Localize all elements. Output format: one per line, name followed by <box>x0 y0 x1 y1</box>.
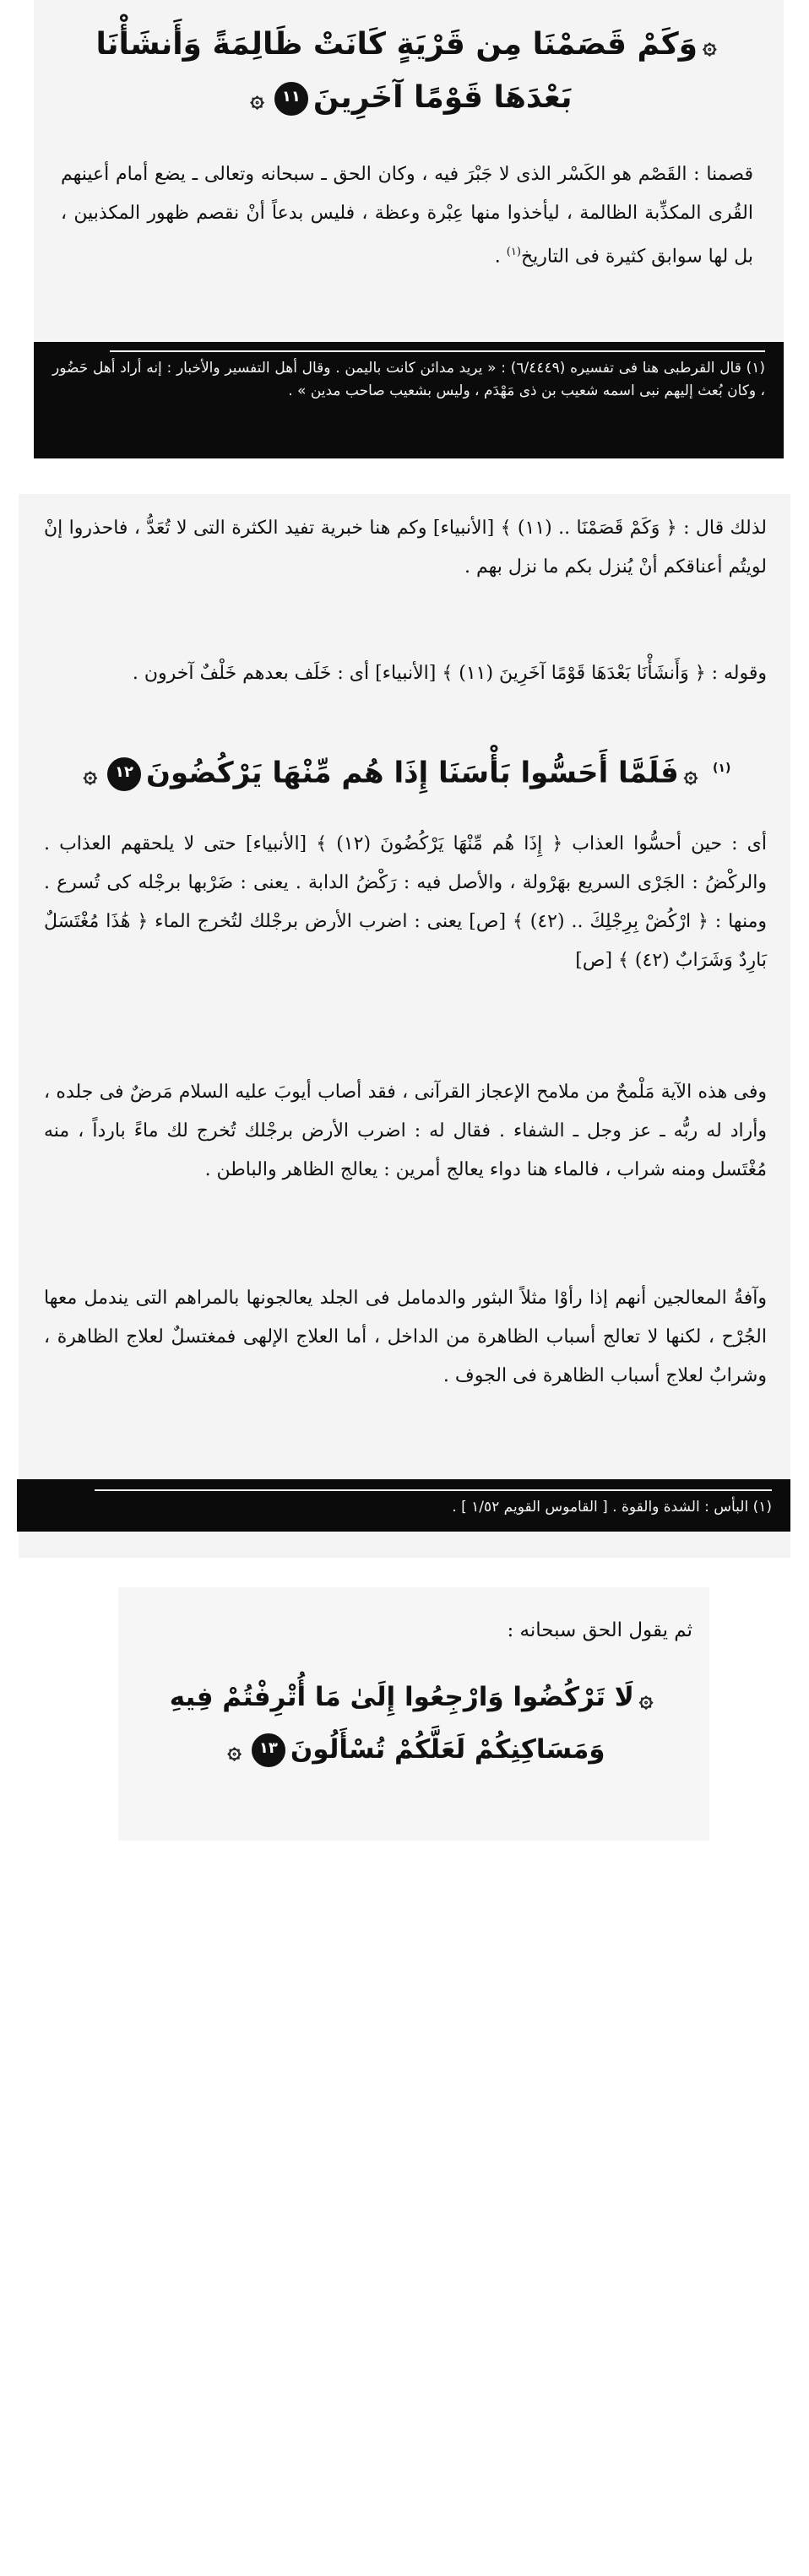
verse-line-1: ۞وَكَمْ قَصَمْنَا مِن قَرْيَةٍ كَانَتْ ظَالِمَةً وَأَنشَأْنَا <box>34 19 784 72</box>
footnote-block <box>34 342 784 458</box>
paragraph-5: وآفةُ المعالجين أنهم إذا رأوْا مثلاً البثور والدمامل فى الجلد يعالجونها بالمراهم التى يندمل معها الجُرْح ، لكنها لا تعالج أسباب الظاهرة من الداخل ، أما العلاج الإلهى فمغتسلٌ لعلاج الظاهرة ، وشرابٌ لعلاج أسباب الظاهرة فى الجوف . <box>44 1288 767 1386</box>
verse-heading-3 <box>118 1672 709 1776</box>
ornament-icon: ۞ <box>83 759 98 788</box>
verse-line-2: وَمَسَاكِنِكُمْ لَعَلَّكُمْ تُسْأَلُونَ١٣۞ <box>118 1724 709 1776</box>
ornament-icon: ۞ <box>683 759 698 788</box>
verse-line-1: ۞لَا تَرْكُضُوا وَارْجِعُوا إِلَىٰ مَا أُتْرِفْتُمْ فِيهِ <box>118 1672 709 1724</box>
footnote-block-2 <box>17 1479 790 1532</box>
paragraph-4: وفى هذه الآية مَلْمحٌ من ملامح الإعجاز القرآنى ، فقد أصاب أيوبَ عليه السلام مَرضٌ فى جلده ، وأراد له ربُّه ـ عز وجل ـ الشفاء . فقال له : اضرب الأرض برجْلك تُخرج لك ماءً بارداً ، منه مُغْتَسل ومنه شراب ، فالماء هنا دواء يعالج أمرين : يعالج الظاهر والباطن . <box>44 1082 767 1180</box>
footnote-text-2: (١) البأس : الشدة والقوة . [ القاموس القويم ١/٥٢ ] . <box>452 1499 772 1516</box>
page-2 <box>19 494 790 1558</box>
verse-number-badge: ١١ <box>274 82 308 116</box>
verse-heading-2: $^{(١)}$ ۞فَلَمَّا أَحَسُّوا بَأْسَنَا إِذَا هُم مِّنْهَا يَرْكُضُونَ١٢۞ <box>19 747 790 795</box>
ornament-icon: ۞ <box>703 31 717 59</box>
verse-line-2: بَعْدَهَا قَوْمًا آخَرِينَ١١۞ <box>34 72 784 125</box>
paragraph-1: لذلك قال : ﴿ وَكَمْ قَصَمْنَا .. (١١) ﴾ [الأنبياء] وكم هنا خبرية تفيد الكثرة التى لا تُعَدُّ ، فاحذروا إنْ لويتُم أعناقكم أنْ يُنزل بكم ما نزل بهم . <box>44 518 768 578</box>
verse-heading <box>34 19 784 125</box>
paragraph-2: وقوله : ﴿ وَأَنشَأْنَا بَعْدَهَا قَوْمًا آخَرِينَ (١١) ﴾ [الأنبياء] أى : خَلَف بعدهم خَلْفٌ آخرون . <box>132 663 767 684</box>
footnote-marker: (١) <box>506 246 521 258</box>
footnote-divider <box>110 350 765 352</box>
verse-number-badge: ١٣ <box>252 1733 285 1767</box>
commentary-paragraph: قصمنا : القَصْم هو الكَسْر الذى لا جَبْرَ فيه ، وكان الحق ـ سبحانه وتعالى ـ يضع أمام أعينهم القُرى المكذِّبة الظالمة ، ليأخذوا منها عِبْرة وعظة ، فليس بدعاً أنْ نقصم ظهور المكذبين ، بل لها سوابق كثيرة فى التاريخ$^{(١)}$ . <box>61 164 753 268</box>
footnote-divider <box>95 1489 772 1491</box>
paragraph-3: أى : حين أحسُّوا العذاب ﴿ إِذَا هُم مِّنْهَا يَرْكُضُونَ (١٢) ﴾ [الأنبياء] حتى لا يلحقهم العذاب . والركْضُ : الجَرْى السريع بهَرْولة ، والأصل فيه : رَكْضُ الدابة . يعنى : ضَرْبها برجْله كى تُسرع . ومنها : ﴿ ارْكُضْ بِرِجْلِكَ .. (٤٢) ﴾ [ص] يعنى : اضرب الأرض برجْلك لتُخرج الماء ﴿ هَٰذَا مُغْتَسَلٌ بَارِدٌ وَشَرَابٌ (٤٢) ﴾ [ص] <box>44 833 768 971</box>
footnote-text: (١) قال القرطبى هنا فى تفسيره (٦/٤٤٤٩) : « يريد مدائن كانت باليمن . وقال أهل التفسير والأخبار : إنه أراد أهل حَضُور ، وكان بُعث إليهم نبى اسمه شعيب بن ذى مَهْدَم ، وليس بشعيب صاحب مدين » . <box>52 360 765 399</box>
verse-number-badge: ١٢ <box>107 757 141 791</box>
ornament-icon: ۞ <box>250 84 264 112</box>
footnote-marker: (١) <box>713 762 731 775</box>
page-3 <box>118 1587 709 1841</box>
ornament-icon: ۞ <box>227 1736 242 1764</box>
ornament-icon: ۞ <box>638 1684 654 1712</box>
intro-line: ثم يقول الحق سبحانه : <box>507 1619 692 1641</box>
page-1 <box>34 0 784 371</box>
